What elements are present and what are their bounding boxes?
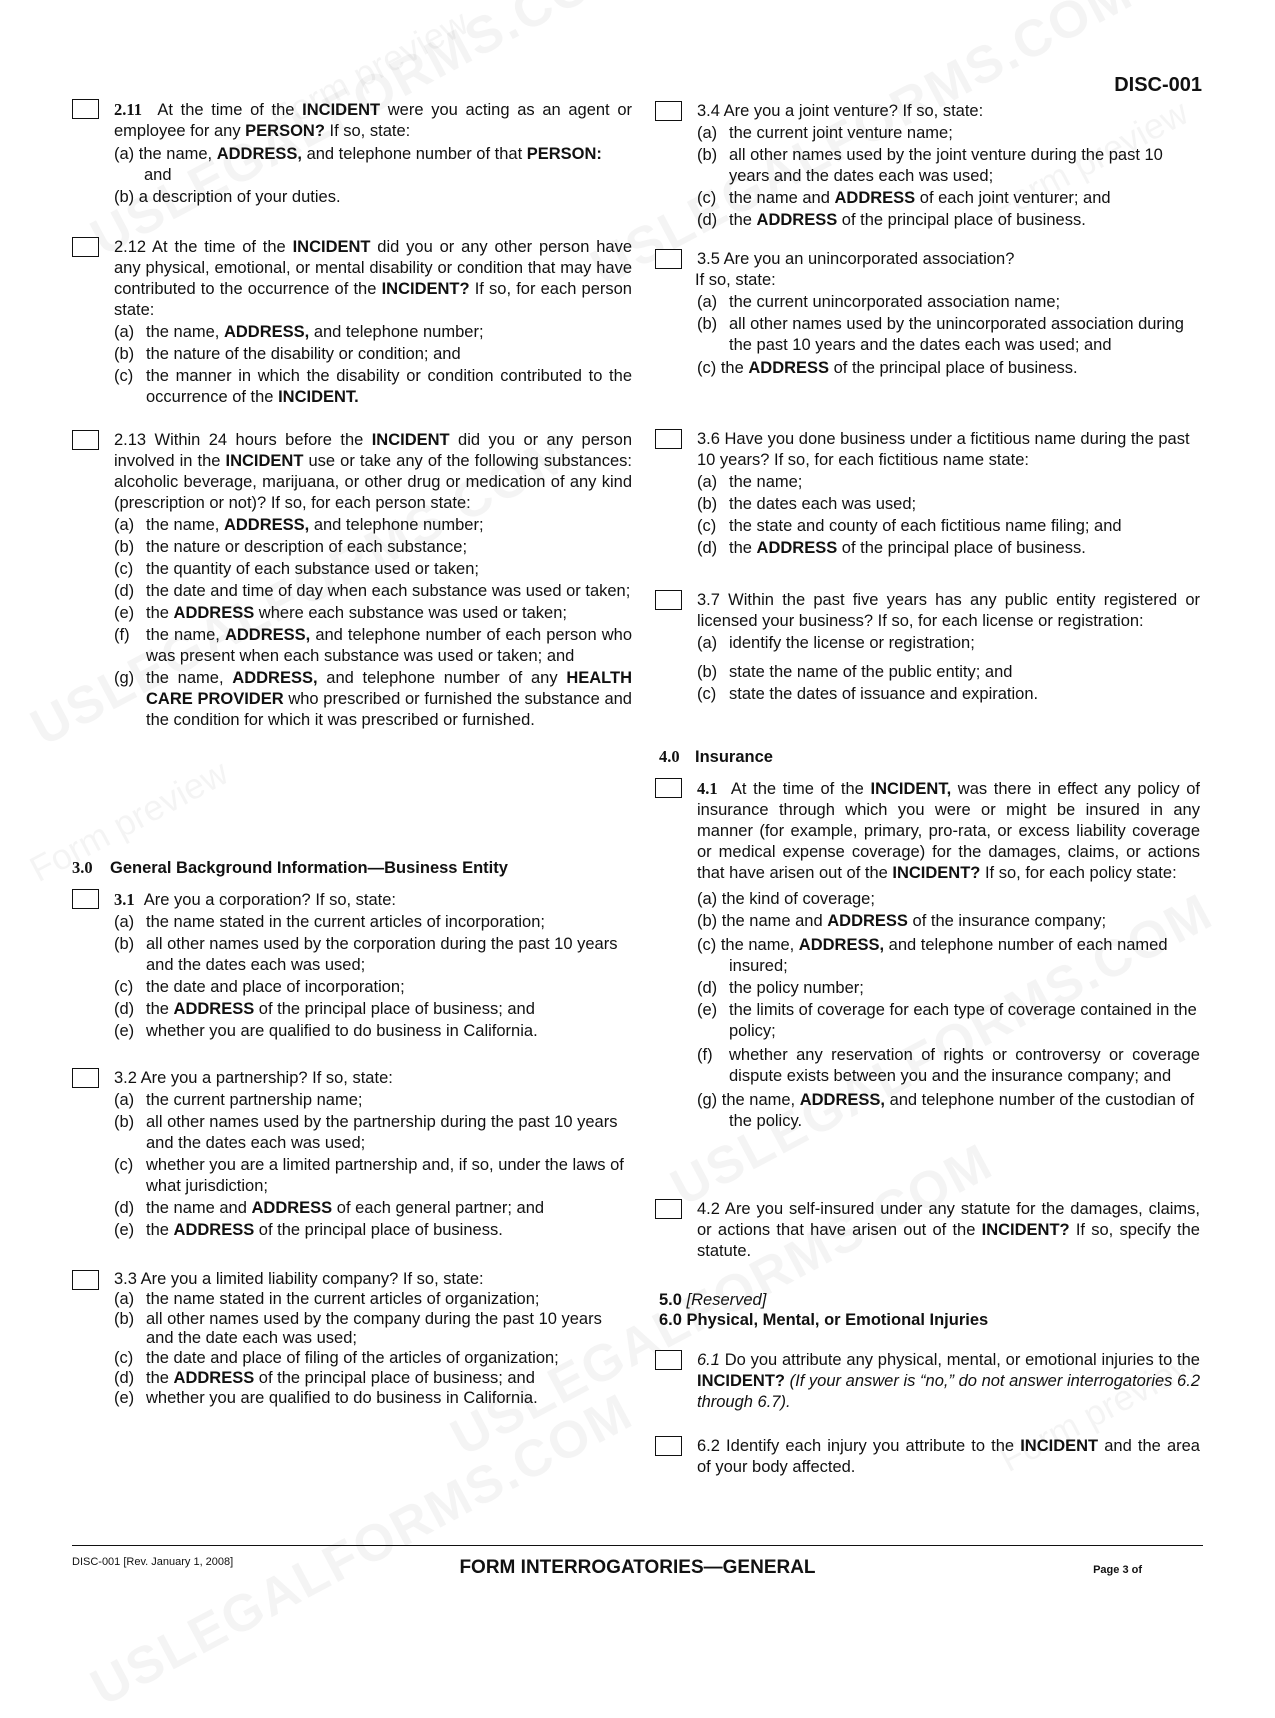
list-item: (a) the kind of coverage; [697, 890, 875, 908]
list-item: (d) the ADDRESS of the principal place of business. [697, 211, 1086, 229]
list-item: (d) the ADDRESS of the principal place of business; and [114, 1000, 535, 1018]
checkbox-2-13[interactable] [72, 430, 99, 450]
question-4-2: 4.2 Are you self-insured under any statute for the damages, claims, or actions that have arisen out of the INCIDENT? If so, specify the statute. [655, 1199, 1200, 1262]
watermark [81, 1382, 642, 1718]
list-item: (a) the name, ADDRESS, and telephone number; [114, 516, 484, 534]
list-item: (d) the name and ADDRESS of each general partner; and [114, 1199, 545, 1217]
list-item: (c) the name, ADDRESS, and telephone number of each named insured; [697, 936, 1168, 975]
list-item: (f) whether any reservation of rights or controversy or coverage dispute exists between you and the insurance company; and [697, 1046, 1200, 1085]
form-id: DISC-001 [1114, 74, 1202, 96]
question-2-12: 2.12 At the time of the INCIDENT did you or any other person have any physical, emotional, or mental disability or condition that may have contributed to the occurrence of the INCIDENT? If so, for each person state: (a) the name, ADDRESS, and telephone number; (b) the nature of the disability or condition; and (c) the manner in which the disability or condition contributed to the occurrence of the INCIDENT. [72, 237, 632, 408]
question-3-5: 3.5 Are you an unincorporated association? If so, state: (a) the current unincorporated association name; (b) all other names used by the unincorporated association during the past 10 years and the dates each was used; and (c) the ADDRESS of the principal place of business. [655, 249, 1200, 379]
question-6-1: 6.1 Do you attribute any physical, mental, or emotional injuries to the INCIDENT? (If your answer is “no,” do not answer interrogatories 6.2 through 6.7). [655, 1350, 1200, 1413]
list-item: (a) identify the license or registration; [697, 634, 975, 652]
question-3-3: 3.3 Are you a limited liability company? If so, state: (a) the name stated in the current articles of organization; (b) all other names used by the company during the past 10 years and the date each was used; (c) the date and place of filing of the articles of organization; (d) the ADDRESS of the principal place of business; and (e) whether you are qualified to do business in California. [72, 1270, 632, 1408]
question-3-2: 3.2 Are you a partnership? If so, state: (a) the current partnership name; (b) all other names used by the partnership during the past 10 years and the dates each was used; (c) whether you are a limited partnership and, if so, under the laws of what jurisdiction; (d) the name and ADDRESS of each general partner; and (e) the ADDRESS of the principal place of business. [72, 1068, 632, 1241]
list-item: (e) the limits of coverage for each type of coverage contained in the policy; [697, 1001, 1197, 1040]
question-2-13: 2.13 Within 24 hours before the INCIDENT did you or any person involved in the INCIDENT use or take any of the following substances: alcoholic beverage, marijuana, or other drug or medication of any kind (prescription or not)? If so, for each person state: (a) the name, ADDRESS, and telephone number; (b) the nature or description of each substance; (c) the quantity of each substance used or taken; (d) the date and time of day when each substance was used or taken; (e) the ADDRESS where each substance was used or taken; (f) the name, ADDRESS, and telephone number of each person who was present when each substance was used or taken; and (g) the name, ADDRESS, and telephone number of any HEALTH CARE PROVIDER who prescribed or furnished the substance and the condition for which it was prescribed or furnished. [72, 430, 632, 731]
list-item: (a) the current partnership name; [114, 1091, 363, 1109]
list-item: (c) the state and county of each fictitious name filing; and [697, 517, 1122, 535]
list-item: (b) the dates each was used; [697, 495, 917, 513]
question-3-6: 3.6 Have you done business under a fictitious name during the past 10 years? If so, for each fictitious name state: (a) the name; (b) the dates each was used; (c) the state and county of each fictitious name filing; and (d) the ADDRESS of the principal place of business. [655, 429, 1200, 559]
list-item: (d) the date and time of day when each substance was used or taken; [114, 582, 631, 600]
section-5-heading: 5.0 [Reserved] [659, 1291, 767, 1309]
list-item: (c) the quantity of each substance used or taken; [114, 560, 479, 578]
list-item: (e) the ADDRESS of the principal place of business. [114, 1221, 503, 1239]
list-item: (e) whether you are qualified to do business in California. [114, 1389, 538, 1407]
checkbox-2-11[interactable] [72, 99, 99, 119]
question-3-7: 3.7 Within the past five years has any public entity registered or licensed your business? If so, for each license or registration: (a) identify the license or registration; (b) state the name of the public entity; and (c) state the dates of issuance and expiration. [655, 590, 1200, 705]
list-item: (a) the name, ADDRESS, and telephone number; [114, 323, 484, 341]
footer-rule [72, 1545, 1203, 1546]
list-item: (c) the ADDRESS of the principal place of business. [697, 359, 1078, 377]
list-item: (f) the name, ADDRESS, and telephone number of each person who was present when each substance was used or taken; and [114, 626, 633, 665]
list-item: (c) whether you are a limited partnership and, if so, under the laws of what jurisdiction; [114, 1156, 624, 1195]
section-3-heading: 3.0 General Background Information—Business Entity [72, 858, 508, 877]
list-item: (c) the name and ADDRESS of each joint venturer; and [697, 189, 1111, 207]
list-item: (d) the ADDRESS of the principal place of business; and [114, 1369, 535, 1387]
list-item: (b) state the name of the public entity; and [697, 663, 1013, 681]
list-item: (e) the ADDRESS where each substance was used or taken; [114, 604, 567, 622]
list-item: (g) the name, ADDRESS, and telephone number of any HEALTH CARE PROVIDER who prescribed or furnished the substance and the condition for which it was prescribed or furnished. [114, 669, 632, 729]
list-item: (a) the current unincorporated association name; [697, 293, 1061, 311]
list-item: (a) the name, ADDRESS, and telephone number of that PERSON: and [114, 145, 602, 184]
list-item: (d) the policy number; [697, 979, 864, 997]
question-3-4: 3.4 Are you a joint venture? If so, state: (a) the current joint venture name; (b) all other names used by the joint venture during the past 10 years and the dates each was used; (c) the name and ADDRESS of each joint venturer; and (d) the ADDRESS of the principal place of business. [655, 101, 1200, 231]
question-6-2: 6.2 Identify each injury you attribute to the INCIDENT and the area of your body affected. [655, 1436, 1200, 1478]
section-4-heading: 4.0 Insurance [659, 747, 773, 766]
list-item: (b) all other names used by the partnership during the past 10 years and the dates each was used; [114, 1113, 618, 1152]
question-4-1: 4.1 At the time of the INCIDENT, was there in effect any policy of insurance through which you were or might be insured in any manner (for example, primary, pro-rata, or excess liability coverage or medical expense coverage) for the damages, claims, or actions that have arisen out of the INCIDENT? If so, for each policy state: (a) the kind of coverage; (b) the name and ADDRESS of the insurance company; (c) the name, ADDRESS, and telephone number of each named insured; (d) the policy number; (e) the limits of coverage for each type of coverage contained in the policy; (f) whether any reservation of rights or controversy or coverage dispute exists between you and the insurance company; and (g) the name, ADDRESS, and telephone number of the custodian of the policy. [655, 778, 1200, 1132]
list-item: (e) whether you are qualified to do business in California. [114, 1022, 538, 1040]
question-number: 2.11 [114, 100, 142, 119]
checkbox-4-1[interactable] [655, 778, 682, 798]
checkbox-3-7[interactable] [655, 590, 682, 610]
list-item: (b) all other names used by the joint venture during the past 10 years and the dates each was used; [697, 146, 1163, 185]
list-item: (c) the date and place of incorporation; [114, 978, 405, 996]
checkbox-3-4[interactable] [655, 101, 682, 121]
list-item: (d) the ADDRESS of the principal place of business. [697, 539, 1086, 557]
list-item: (c) the manner in which the disability or condition contributed to the occurrence of the INCIDENT. [114, 367, 632, 406]
list-item: (b) the nature or description of each substance; [114, 538, 468, 556]
checkbox-3-1[interactable] [72, 889, 99, 909]
checkbox-3-6[interactable] [655, 429, 682, 449]
list-item: (a) the current joint venture name; [697, 124, 953, 142]
checkbox-6-2[interactable] [655, 1436, 682, 1456]
list-item: (a) the name stated in the current articles of organization; [114, 1290, 540, 1308]
section-6-heading: 6.0 Physical, Mental, or Emotional Injuries [659, 1311, 989, 1329]
footer-page-number: Page 3 of [1093, 1564, 1142, 1576]
list-item: (b) the name and ADDRESS of the insurance company; [697, 912, 1107, 930]
list-item: (c) the date and place of filing of the articles of organization; [114, 1349, 559, 1367]
checkbox-4-2[interactable] [655, 1199, 682, 1219]
checkbox-6-1[interactable] [655, 1350, 682, 1370]
question-3-1: 3.1 Are you a corporation? If so, state: (a) the name stated in the current articles of incorporation; (b) all other names used by the corporation during the past 10 years and the dates each was used; (c) the date and place of incorporation; (d) the ADDRESS of the principal place of business; and (e) whether you are qualified to do business in California. [72, 889, 632, 1042]
checkbox-2-12[interactable] [72, 237, 99, 257]
question-2-11: 2.11 At the time of the INCIDENT were you acting as an agent or employee for any PERSON? If so, state: (a) the name, ADDRESS, and telephone number of that PERSON: and (b) a description of your duties. [72, 99, 632, 208]
list-item: (b) all other names used by the unincorporated association during the past 10 years and the dates each was used; and [697, 315, 1184, 354]
footer-revision: DISC-001 [Rev. January 1, 2008] [72, 1556, 234, 1568]
list-item: (c) state the dates of issuance and expiration. [697, 685, 1039, 703]
list-item: (b) a description of your duties. [114, 188, 341, 206]
checkbox-3-2[interactable] [72, 1068, 99, 1088]
footer-title: FORM INTERROGATORIES—GENERAL [459, 1557, 816, 1578]
list-item: (a) the name stated in the current articles of incorporation; [114, 913, 545, 931]
list-item: (b) all other names used by the corporation during the past 10 years and the dates each was used; [114, 935, 618, 974]
list-item: (g) the name, ADDRESS, and telephone number of the custodian of the policy. [697, 1091, 1195, 1130]
list-item: (b) the nature of the disability or condition; and [114, 345, 461, 363]
list-item: (a) the name; [697, 473, 803, 491]
list-item: (b) all other names used by the company during the past 10 years and the date each was used; [114, 1310, 602, 1347]
checkbox-3-5[interactable] [655, 249, 682, 269]
checkbox-3-3[interactable] [72, 1270, 99, 1290]
